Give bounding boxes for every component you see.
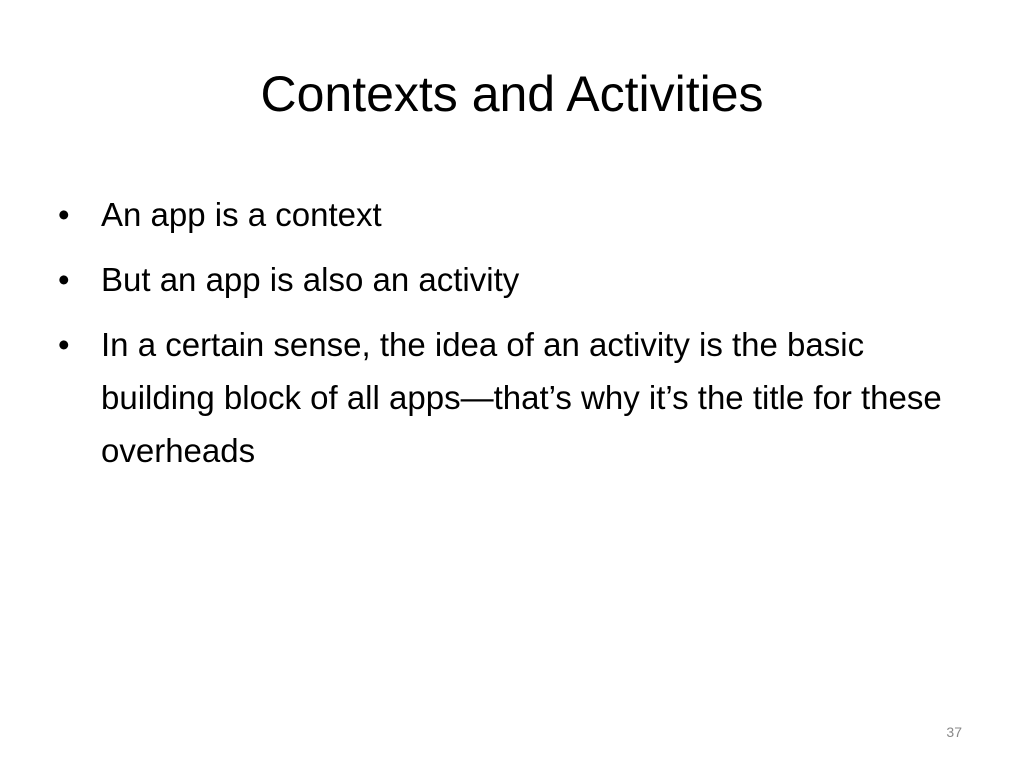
bullet-text: An app is a context (101, 196, 382, 233)
bullet-item (58, 253, 968, 306)
bullet-text: In a certain sense, the idea of an activity is the basic building block of all apps—that’s why it’s the title for these overheads (101, 326, 942, 469)
slide-number: 37 (946, 724, 962, 740)
bullet-icon: • (58, 261, 70, 298)
bullet-icon: • (58, 326, 70, 363)
slide-title: Contexts and Activities (260, 66, 764, 122)
bullet-item (58, 188, 968, 241)
bullet-icon: • (58, 196, 70, 233)
bullet-list (58, 188, 968, 489)
bullet-text: But an app is also an activity (101, 261, 520, 298)
bullet-item (58, 318, 968, 477)
